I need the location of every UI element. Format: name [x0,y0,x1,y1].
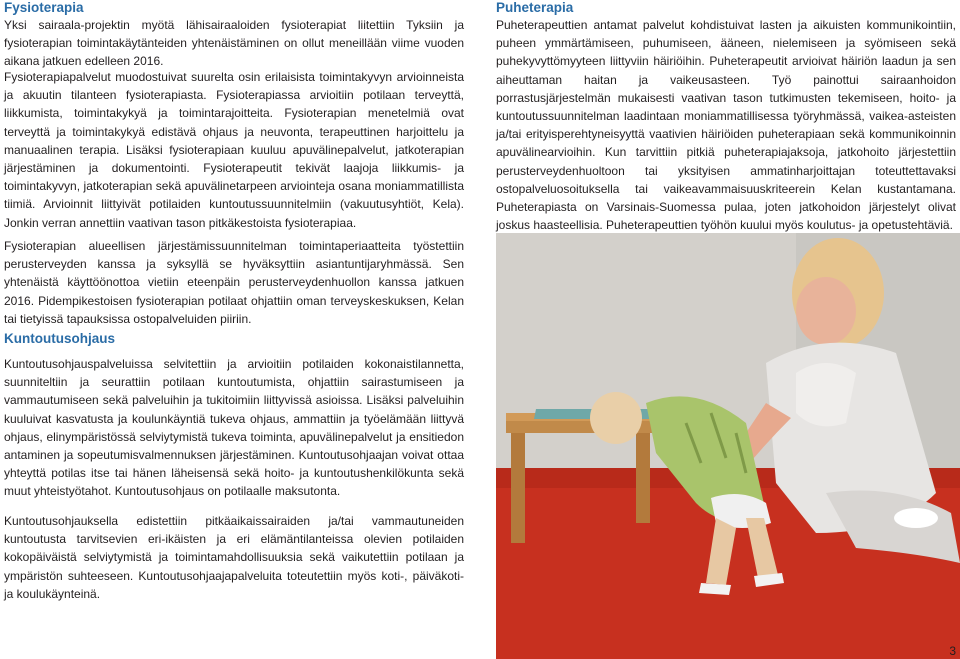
fysioterapia-paragraph-2 [4,68,464,232]
paragraph: Kuntoutusohjauspalveluissa selvitettiin ja arvioitiin potilaiden kokonaistilannetta, suunniteltiin ja seurattiin potilaan kuntoutumista, ohjattiin sairastumiseen ja vammautumiseen sekä palveluihin ja tukitoimiin liittyvissä asioissa. Lisäksi palveluihin kuuluivat kasvatusta ja koulunkäyntiä tukeva ohjaus, ammattiin ja työelämään liittyvä ohjaus, elinympäristössä selviytymistä tukeva toiminta, apuvälinepalvelut ja ensitiedon antaminen ja sopeutumisvalmennuksen järjestäminen. Kuntoutusohjaajan voivat ottaa yhteyttä potilas itse tai hänen läheisensä sekä hoito- ja kuntoutushenkilökunta sekä muut yhteistyötahot. Kuntoutusohjaus on potilaalle maksutonta. [4,357,464,499]
kuntoutusohjaus-paragraph-1 [4,355,464,501]
right-column [496,0,956,234]
section-heading-puheterapia: Puheterapia [496,0,574,15]
page-number: 3 [949,644,956,658]
paragraph: Fysioterapiapalvelut muodostuivat suurelta osin erilaisista toimintakyvyn arvioinneista ja akuutin tilanteen fysioterapiasta. Fysioterapiassa arvioitiin potilaan terveyttä, liikkumista, toimintakykyä ja toimintarajoitteita. Fysioterapian menetelmiä ovat terveyttä ja toimintakykyä edistävä ohjaus ja neuvonta, terapeuttinen harjoittelu ja manuaalinen terapia. Lisäksi fysioterapiaan kuuluu apuvälinepalvelut, jatkoterapian järjestäminen ja dokumentointi. Fysioterapeutit tekivät laajoja liikkumis- ja toimintakyvyn, jatkoterapian sekä apuvälinetarpeen arviointeja osana moniammatillista tiimiä. Arvioinnit liittyivät potilaiden kuntoutussuunnitelmiin (vakuutusyhtiöt, Kela). Jonkin verran annettiin vaativan tason pitkäkestoista fysioterapiaa. [4,70,464,230]
therapy-photo [496,233,960,659]
section-heading-kuntoutusohjaus: Kuntoutusohjaus [4,331,115,346]
kuntoutusohjaus-section [4,331,464,347]
paragraph: Fysioterapian alueellisen järjestämissuunnitelman toimintaperiaatteita työstettiin perusterveyden kanssa ja syksyllä se hyväksyttiin asiantuntijaryhmässä. Sen yhtenäistä käyttöönottoa vietiin eteenpäin perusterveydenhuollon kanssa jatkuen 2016. Pidempikestoisen fysioterapian potilaat ohjattiin oman terveyskeskuksen, Kelan tai tietyissä tapauksissa ostopalveluiden piiriin. [4,239,464,326]
kuntoutusohjaus-paragraph-2 [4,512,464,603]
section-heading-fysioterapia: Fysioterapia [4,0,84,15]
paragraph: Yksi sairaala-projektin myötä lähisairaaloiden fysioterapiat liitettiin Tyksiin ja fysioterapian toimintakäytänteiden yhtenäistäminen on ollut meneillään viime vuoden aikana jatkuen edelleen 2016. [4,18,464,69]
fysioterapia-paragraph-3 [4,237,464,328]
fysioterapia-section [4,0,464,71]
paragraph: Kuntoutusohjauksella edistettiin pitkäaikaissairaiden ja/tai vammautuneiden kuntoutusta tarvitsevien eri-ikäisten ja eri elämäntilanteissa olevien potilaiden kokopäiväistä selviytymistä ja toimintamahdollisuuksia sekä vaikutettiin potilaan ja ympäristön suhteeseen. Kuntoutusohjaajapalveluita toteutettiin myös koti-, päiväkoti- ja koulukäynteinä. [4,514,464,601]
paragraph: Puheterapeuttien antamat palvelut kohdistuivat lasten ja aikuisten kommunikointiin, puheen ymmärtämiseen, puhumiseen, ääneen, nielemiseen ja syömiseen sekä puhekyvyttömyyteen liittyviin häiriöihin. Puheterapeutit arvioivat häiriön laadun ja sen aiheuttaman haitan ja vaikeusasteen. Työ painottui sairaanhoidon porrastusjärjestelmän mukaisesti vaativan tason tutkimusten tekemiseen, hoito- ja kuntoutussuunnitelman laadintaan moniammatillisessa työryhmässä, vaikea-asteisten ja/tai erityisperehtyneisyyttä vaativien häiriöiden puheterapiaan sekä kommunikoinnin apuvälinearvioihin. Kun tarvittiin pitkiä puheterapiajaksoja, jatkohoito järjestettiin perusterveydenhuoltoon tai yksityisen ammatinharjoittajan toteuttettavaksi ostopalveluosoituksella tai vaikeavammaisuuskriteerein Kelan kustantamana. Puheterapiasta on Varsinais-Suomessa pulaa, joten jatkohoidon järjestelyt olivat joskus haasteellisia. Puheterapeuttien työhön kuului myös koulutus- ja opetustehtäviä. [496,18,956,233]
